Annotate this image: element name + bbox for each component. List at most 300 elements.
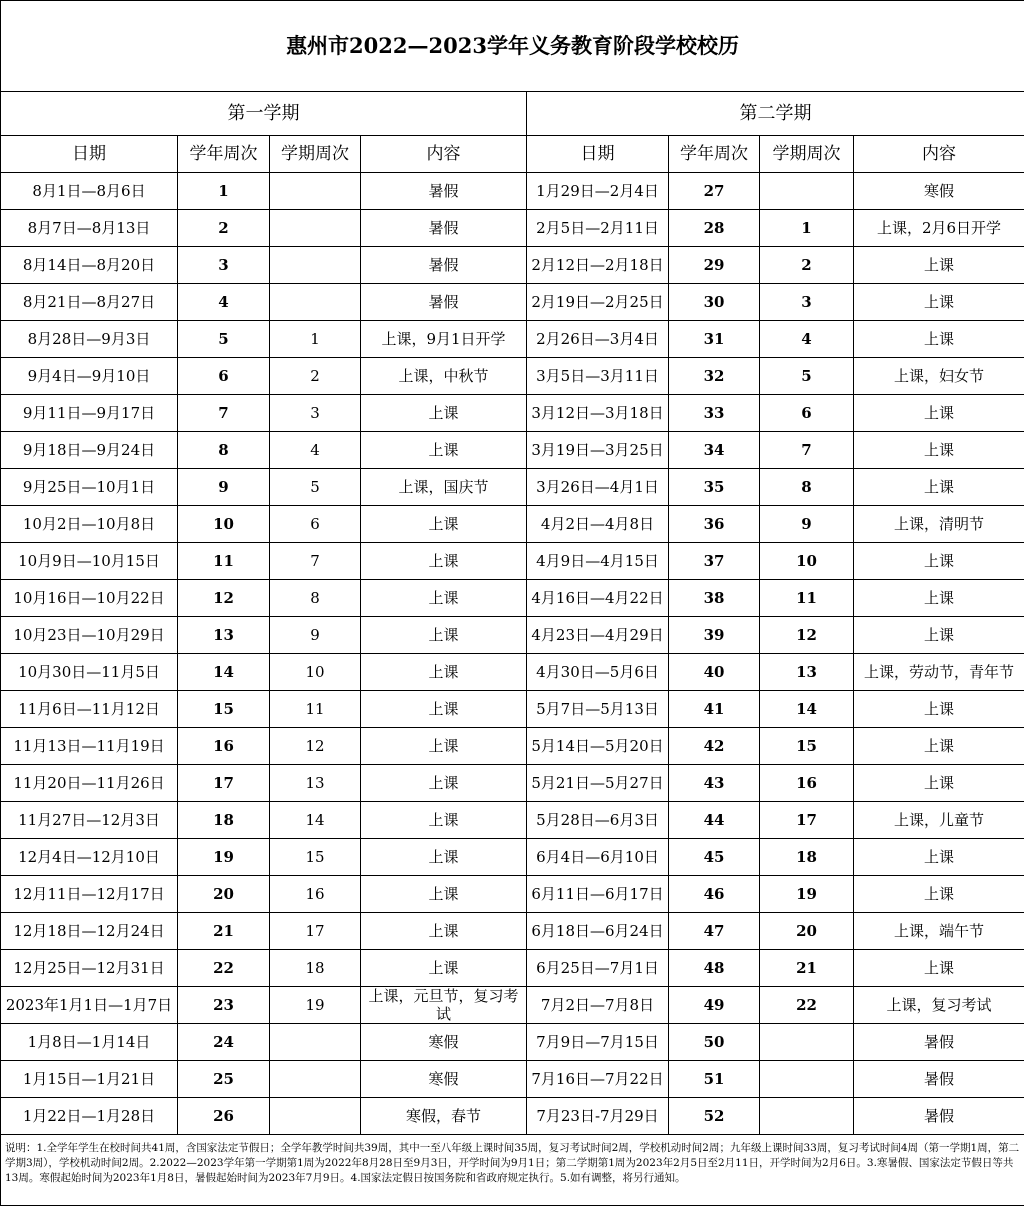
cell-date-2 [527,728,669,765]
cell-term-week-1 [270,247,361,284]
cell-year-week-2 [669,1061,760,1098]
cell-text: 40 [703,663,725,681]
cell-term-week-1 [270,1098,361,1135]
cell-year-week-2 [669,654,760,691]
cell-text: 17 [796,811,817,829]
cell-date-1 [1,839,178,876]
cell-content-1 [361,247,527,284]
cell-year-week-1 [178,173,270,210]
cell-term-week-1 [270,839,361,876]
column-header-year-week-2: 学年周次 [669,136,760,173]
cell-text: 7月2日—7月8日 [540,996,655,1014]
table-row [1,839,1024,876]
cell-year-week-2 [669,284,760,321]
cell-term-week-2 [760,173,854,210]
cell-text: 15 [796,737,817,755]
cell-text: 上课 [428,589,459,607]
cell-date-1 [1,247,178,284]
cell-year-week-1 [178,284,270,321]
table-row [1,506,1024,543]
cell-year-week-1 [178,765,270,802]
cell-year-week-2 [669,358,760,395]
cell-text: 2 [801,256,812,274]
cell-content-2 [854,1024,1024,1061]
cell-text: 13 [213,626,234,644]
cell-text: 暑假 [924,1033,955,1051]
cell-content-2 [854,580,1024,617]
cell-text: 上课，中秋节 [398,367,489,385]
cell-content-2 [854,506,1024,543]
cell-text: 7月16日—7月22日 [531,1070,664,1088]
cell-text: 17 [305,922,325,940]
cell-text: 35 [703,478,725,496]
cell-year-week-1 [178,1024,270,1061]
cell-text: 暑假 [924,1107,955,1125]
cell-term-week-2 [760,580,854,617]
cell-year-week-1 [178,987,270,1024]
cell-text: 上课 [924,700,955,718]
cell-content-2 [854,543,1024,580]
cell-term-week-2 [760,987,854,1024]
cell-text: 7 [801,441,812,459]
cell-text: 4 [801,330,812,348]
cell-text: 24 [213,1033,234,1051]
cell-text: 19 [213,848,234,866]
cell-year-week-2 [669,432,760,469]
cell-text: 1月29日—2月4日 [536,182,659,200]
cell-year-week-1 [178,469,270,506]
cell-date-2 [527,173,669,210]
cell-text: 上课 [924,293,955,311]
cell-date-2 [527,802,669,839]
cell-year-week-2 [669,987,760,1024]
cell-text: 1月8日—1月14日 [27,1033,151,1051]
cell-text: 上课 [428,441,459,459]
cell-year-week-2 [669,543,760,580]
cell-term-week-2 [760,432,854,469]
cell-content-2 [854,358,1024,395]
cell-text: 10月16日—10月22日 [13,589,165,607]
cell-term-week-2 [760,913,854,950]
cell-text: 上课 [428,552,459,570]
table-row [1,432,1024,469]
cell-date-2 [527,839,669,876]
table-row [1,321,1024,358]
cell-content-1 [361,950,527,987]
cell-text: 11月6日—11月12日 [18,700,160,718]
cell-text: 5 [218,330,229,348]
column-header-term-week-1: 学期周次 [270,136,361,173]
cell-term-week-2 [760,543,854,580]
cell-date-1 [1,210,178,247]
cell-text: 9 [218,478,229,496]
cell-year-week-2 [669,395,760,432]
cell-text: 6月11日—6月17日 [531,885,664,903]
cell-content-2 [854,765,1024,802]
cell-date-1 [1,802,178,839]
cell-term-week-1 [270,950,361,987]
cell-year-week-2 [669,210,760,247]
cell-text: 34 [703,441,725,459]
cell-year-week-2 [669,728,760,765]
cell-year-week-1 [178,617,270,654]
cell-date-1 [1,321,178,358]
cell-text: 3 [801,293,812,311]
cell-text: 12 [305,737,325,755]
cell-term-week-2 [760,506,854,543]
cell-term-week-1 [270,765,361,802]
cell-text: 1 [310,330,320,348]
column-header-content-2: 内容 [854,136,1024,173]
cell-text: 6 [801,404,812,422]
cell-content-2 [854,691,1024,728]
cell-text: 44 [703,811,725,829]
cell-year-week-2 [669,321,760,358]
cell-date-1 [1,876,178,913]
cell-date-1 [1,284,178,321]
cell-text: 7 [218,404,229,422]
cell-text: 31 [703,330,725,348]
cell-date-2 [527,284,669,321]
column-header-content-1: 内容 [361,136,527,173]
table-row [1,1024,1024,1061]
cell-text: 43 [703,774,725,792]
notes: 说明：1.全学年学生在校时间共41周，含国家法定节假日；全学年教学时间共39周，其中一至八年级上课时间35周，复习考试时间2周，学校机动时间2周；九年级上课时间33周，复习考试时间4周（第一学期1周，第二学期3周），学校机动时间2周。2.2022—2023学年第一学期第1周为2022年8月28日至9月3日，开学时间为9月1日；第二学期第1周为2023年2月5日至2月11日，开学时间为2月6日。3.寒暑假、国家法定节假日等共13周。寒假起始时间为2023年1月8日，暑假起始时间为2023年7月9日。4.国家法定假日按国务院和省政府规定执行。5.如有调整，将另行通知。 [1,1135,1024,1206]
semester-2-header: 第二学期 [527,92,1024,136]
cell-text: 上课 [428,404,459,422]
cell-text: 42 [703,737,725,755]
cell-text: 18 [213,811,234,829]
cell-text: 28 [703,219,725,237]
cell-text: 7月23日-7月29日 [536,1107,659,1125]
cell-date-1 [1,173,178,210]
cell-text: 暑假 [428,256,459,274]
cell-term-week-2 [760,1024,854,1061]
cell-text: 7 [310,552,320,570]
cell-content-1 [361,1024,527,1061]
table-row [1,913,1024,950]
cell-text: 上课 [428,515,459,533]
cell-date-2 [527,210,669,247]
cell-date-1 [1,728,178,765]
cell-content-2 [854,395,1024,432]
cell-year-week-1 [178,543,270,580]
cell-term-week-2 [760,1061,854,1098]
cell-text: 5月14日—5月20日 [531,737,664,755]
table-row [1,765,1024,802]
cell-text: 1 [801,219,812,237]
cell-text: 9 [801,515,812,533]
cell-text: 4月30日—5月6日 [536,663,659,681]
cell-text: 13 [305,774,325,792]
cell-text: 19 [796,885,817,903]
cell-text: 8月28日—9月3日 [27,330,151,348]
cell-date-2 [527,321,669,358]
cell-text: 6月18日—6月24日 [531,922,664,940]
cell-date-1 [1,1061,178,1098]
cell-text: 41 [703,700,725,718]
cell-text: 上课，端午节 [894,922,985,940]
cell-content-1 [361,506,527,543]
cell-text: 3 [218,256,229,274]
cell-text: 15 [213,700,234,718]
cell-year-week-2 [669,580,760,617]
cell-text: 8月1日—8月6日 [32,182,146,200]
cell-date-2 [527,543,669,580]
cell-text: 11 [213,552,234,570]
cell-year-week-1 [178,876,270,913]
cell-term-week-2 [760,691,854,728]
cell-text: 26 [213,1107,234,1125]
cell-term-week-1 [270,1061,361,1098]
cell-text: 上课，清明节 [894,515,985,533]
cell-term-week-2 [760,950,854,987]
cell-text: 暑假 [924,1070,955,1088]
cell-content-2 [854,1098,1024,1135]
table-row [1,173,1024,210]
cell-term-week-2 [760,654,854,691]
table-row [1,876,1024,913]
cell-text: 上课 [428,774,459,792]
table-row [1,654,1024,691]
cell-text: 2 [218,219,229,237]
cell-year-week-1 [178,321,270,358]
table-row [1,1061,1024,1098]
cell-text: 12月25日—12月31日 [13,959,165,977]
cell-term-week-2 [760,284,854,321]
cell-year-week-1 [178,506,270,543]
cell-text: 上课，儿童节 [894,811,985,829]
cell-text: 2023年1月1日—1月7日 [5,996,173,1014]
cell-text: 5月21日—5月27日 [531,774,664,792]
cell-content-1 [361,210,527,247]
cell-content-2 [854,728,1024,765]
cell-text: 12月18日—12月24日 [13,922,165,940]
cell-date-2 [527,506,669,543]
cell-text: 12月4日—12月10日 [18,848,160,866]
cell-year-week-2 [669,506,760,543]
table-row [1,950,1024,987]
cell-text: 9月25日—10月1日 [22,478,156,496]
cell-text: 上课 [924,441,955,459]
cell-text: 4月2日—4月8日 [540,515,655,533]
cell-year-week-2 [669,691,760,728]
cell-text: 16 [305,885,325,903]
cell-text: 3月19日—3月25日 [531,441,664,459]
cell-text: 11月27日—12月3日 [18,811,160,829]
cell-year-week-2 [669,247,760,284]
cell-text: 上课 [924,330,955,348]
cell-term-week-2 [760,247,854,284]
cell-date-2 [527,617,669,654]
table-row [1,580,1024,617]
cell-content-1 [361,876,527,913]
cell-text: 10月30日—11月5日 [18,663,160,681]
cell-content-1 [361,432,527,469]
cell-year-week-1 [178,728,270,765]
cell-year-week-1 [178,1098,270,1135]
cell-text: 46 [703,885,725,903]
cell-text: 39 [703,626,725,644]
cell-text: 6 [218,367,229,385]
cell-text: 4 [218,293,229,311]
cell-text: 上课 [428,959,459,977]
cell-year-week-2 [669,950,760,987]
cell-text: 37 [703,552,725,570]
cell-term-week-1 [270,358,361,395]
cell-text: 19 [305,996,325,1014]
cell-content-1 [361,839,527,876]
cell-year-week-1 [178,247,270,284]
cell-text: 9 [310,626,320,644]
cell-date-1 [1,1098,178,1135]
cell-text: 上课 [428,737,459,755]
cell-term-week-1 [270,728,361,765]
cell-content-1 [361,1098,527,1135]
cell-content-2 [854,1061,1024,1098]
cell-text: 2月19日—2月25日 [531,293,664,311]
cell-text: 4 [310,441,320,459]
cell-text: 上课 [924,478,955,496]
cell-content-2 [854,876,1024,913]
table-row [1,210,1024,247]
cell-text: 16 [796,774,817,792]
cell-year-week-1 [178,802,270,839]
cell-text: 38 [703,589,725,607]
cell-text: 上课，元旦节，复习考试 [368,987,519,1023]
cell-text: 25 [213,1070,234,1088]
cell-year-week-2 [669,765,760,802]
cell-text: 上课 [924,626,955,644]
cell-year-week-2 [669,1024,760,1061]
cell-content-1 [361,691,527,728]
cell-year-week-1 [178,654,270,691]
table-row [1,469,1024,506]
cell-text: 上课，2月6日开学 [876,219,1002,237]
cell-date-1 [1,543,178,580]
cell-year-week-1 [178,691,270,728]
cell-text: 21 [213,922,234,940]
cell-term-week-1 [270,617,361,654]
cell-date-2 [527,395,669,432]
cell-text: 50 [703,1033,725,1051]
cell-content-2 [854,987,1024,1024]
cell-content-1 [361,580,527,617]
cell-content-1 [361,284,527,321]
cell-content-1 [361,728,527,765]
cell-text: 1月22日—1月28日 [22,1107,156,1125]
cell-term-week-1 [270,802,361,839]
cell-text: 29 [703,256,725,274]
cell-text: 1 [218,182,229,200]
cell-term-week-1 [270,321,361,358]
table-row [1,987,1024,1024]
cell-term-week-1 [270,987,361,1024]
cell-date-1 [1,432,178,469]
cell-text: 12 [213,589,234,607]
cell-text: 暑假 [428,293,459,311]
semester-1-header: 第一学期 [1,92,527,136]
cell-date-2 [527,987,669,1024]
cell-text: 52 [703,1107,725,1125]
table-row [1,802,1024,839]
cell-text: 10 [305,663,325,681]
cell-content-1 [361,358,527,395]
cell-date-2 [527,913,669,950]
cell-year-week-2 [669,802,760,839]
cell-text: 33 [703,404,725,422]
cell-text: 18 [796,848,817,866]
cell-text: 上课 [428,626,459,644]
cell-content-2 [854,247,1024,284]
table-row [1,1098,1024,1135]
cell-text: 2月12日—2月18日 [531,256,664,274]
table-row [1,543,1024,580]
cell-content-2 [854,321,1024,358]
cell-text: 14 [305,811,325,829]
cell-content-2 [854,432,1024,469]
table-row [1,691,1024,728]
column-header-term-week-2: 学期周次 [760,136,854,173]
cell-text: 10月23日—10月29日 [13,626,165,644]
cell-text: 8月21日—8月27日 [22,293,156,311]
table-row [1,617,1024,654]
cell-text: 上课 [924,256,955,274]
cell-text: 5 [801,367,812,385]
cell-text: 上课 [924,885,955,903]
cell-term-week-2 [760,728,854,765]
table-row [1,358,1024,395]
cell-term-week-2 [760,210,854,247]
cell-term-week-1 [270,284,361,321]
cell-term-week-2 [760,802,854,839]
cell-text: 10月2日—10月8日 [22,515,156,533]
cell-year-week-2 [669,913,760,950]
cell-text: 20 [796,922,817,940]
cell-text: 上课 [428,922,459,940]
cell-text: 4月23日—4月29日 [531,626,664,644]
cell-text: 5月28日—6月3日 [536,811,659,829]
cell-text: 5月7日—5月13日 [536,700,659,718]
cell-text: 11月13日—11月19日 [13,737,165,755]
cell-text: 上课 [924,589,955,607]
cell-content-2 [854,469,1024,506]
cell-text: 上课 [924,404,955,422]
cell-text: 9月4日—9月10日 [27,367,151,385]
cell-text: 48 [703,959,725,977]
cell-text: 2月26日—3月4日 [536,330,659,348]
cell-text: 上课 [428,811,459,829]
cell-text: 3 [310,404,320,422]
cell-text: 上课 [924,552,955,570]
cell-text: 14 [796,700,817,718]
cell-year-week-1 [178,395,270,432]
cell-content-1 [361,617,527,654]
column-header-date-1: 日期 [1,136,178,173]
cell-date-1 [1,358,178,395]
cell-text: 2月5日—2月11日 [536,219,659,237]
cell-term-week-2 [760,617,854,654]
table-row [1,395,1024,432]
column-header-row [1,136,1024,173]
cell-term-week-2 [760,469,854,506]
cell-content-1 [361,395,527,432]
cell-content-2 [854,210,1024,247]
cell-year-week-1 [178,839,270,876]
cell-term-week-1 [270,580,361,617]
cell-text: 8 [801,478,812,496]
cell-term-week-1 [270,395,361,432]
